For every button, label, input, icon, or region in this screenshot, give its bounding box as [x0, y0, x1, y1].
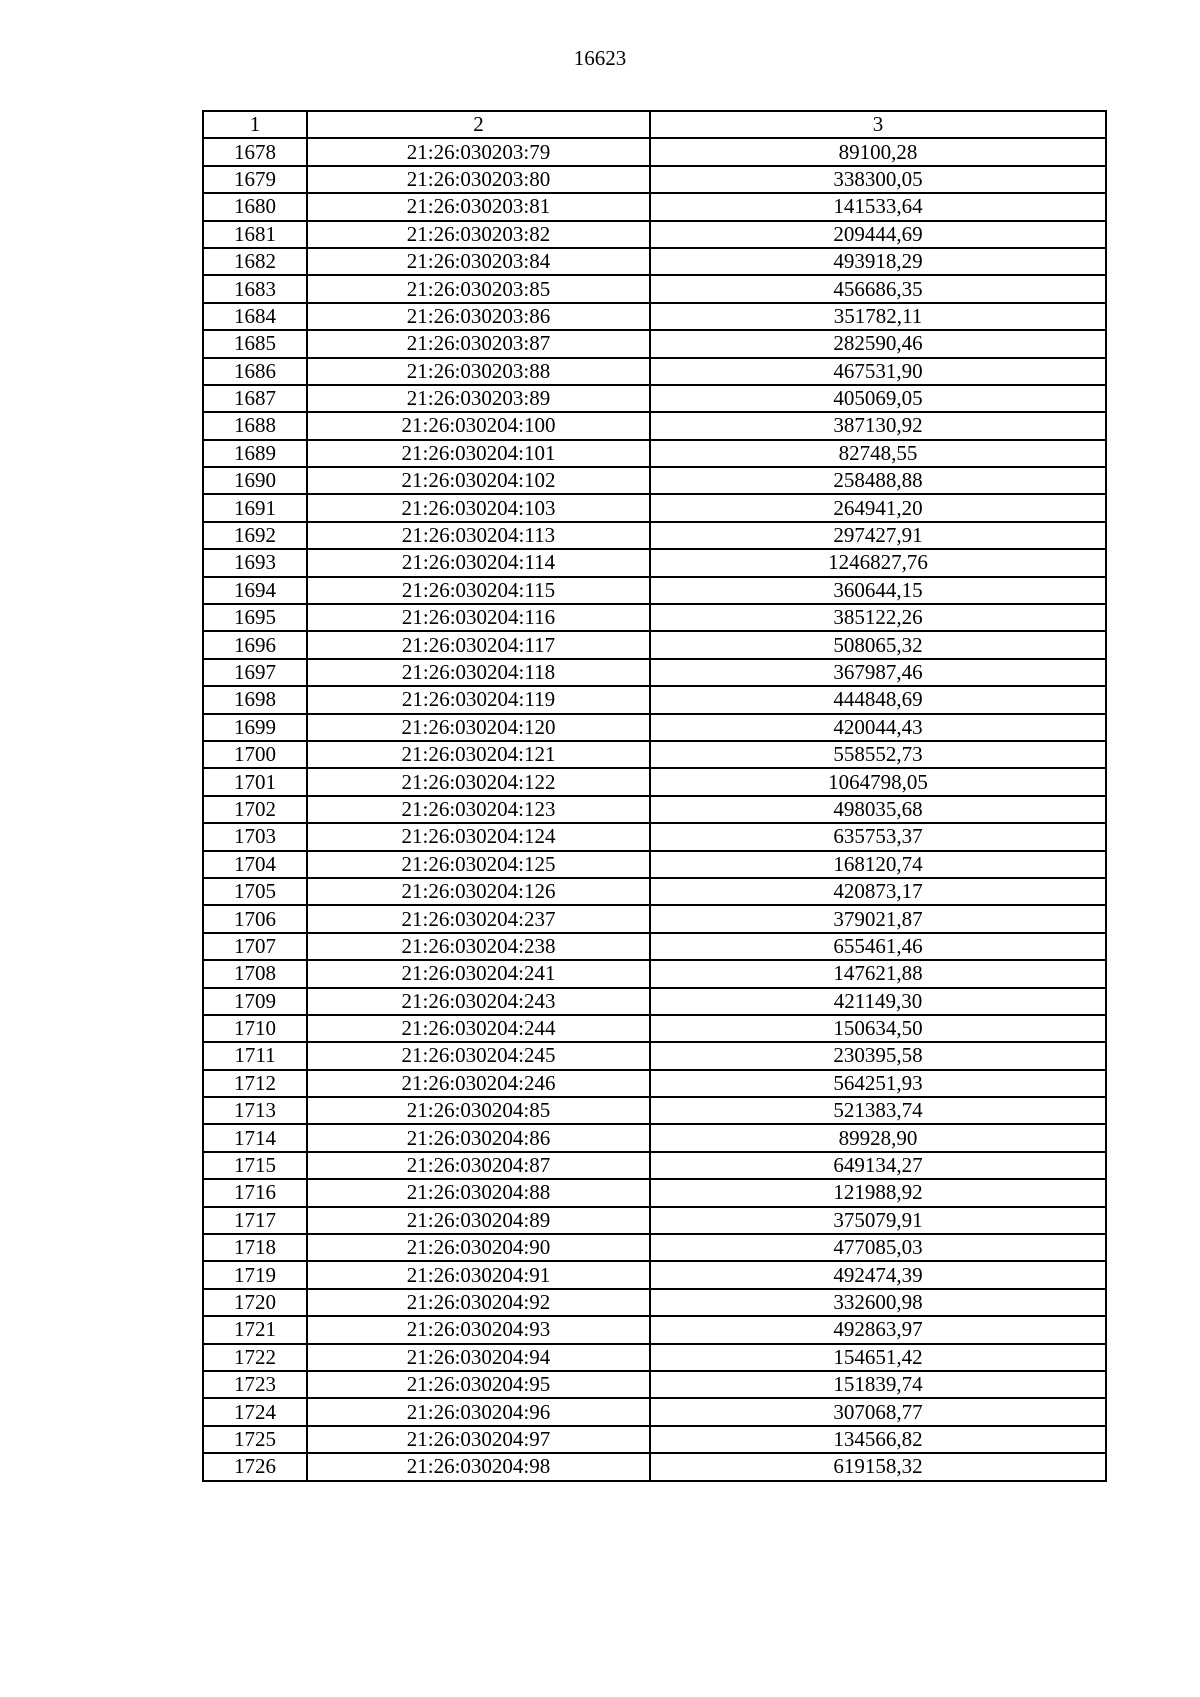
cadastral-number-cell: 21:26:030203:79 — [307, 138, 650, 165]
row-number-cell: 1683 — [203, 275, 307, 302]
cadastral-number-cell: 21:26:030204:114 — [307, 549, 650, 576]
column-header-2: 2 — [307, 111, 650, 138]
table-row — [203, 1289, 1106, 1316]
table-row — [203, 714, 1106, 741]
table-row — [203, 330, 1106, 357]
row-number-cell: 1701 — [203, 768, 307, 795]
cadastral-value-cell: 405069,05 — [650, 385, 1106, 412]
cadastral-value-table — [202, 110, 1107, 1482]
table-row — [203, 604, 1106, 631]
cadastral-number-cell: 21:26:030204:241 — [307, 960, 650, 987]
table-row — [203, 549, 1106, 576]
row-number-cell: 1724 — [203, 1398, 307, 1425]
row-number-cell: 1678 — [203, 138, 307, 165]
cadastral-value-cell: 141533,64 — [650, 193, 1106, 220]
row-number-cell: 1699 — [203, 714, 307, 741]
cadastral-value-cell: 375079,91 — [650, 1207, 1106, 1234]
cadastral-number-cell: 21:26:030204:124 — [307, 823, 650, 850]
cadastral-value-cell: 467531,90 — [650, 358, 1106, 385]
cadastral-value-cell: 82748,55 — [650, 440, 1106, 467]
table-row — [203, 385, 1106, 412]
cadastral-value-cell: 297427,91 — [650, 522, 1106, 549]
cadastral-value-cell: 456686,35 — [650, 275, 1106, 302]
row-number-cell: 1692 — [203, 522, 307, 549]
row-number-cell: 1725 — [203, 1426, 307, 1453]
table-row — [203, 1097, 1106, 1124]
row-number-cell: 1711 — [203, 1042, 307, 1069]
cadastral-number-cell: 21:26:030204:101 — [307, 440, 650, 467]
row-number-cell: 1720 — [203, 1289, 307, 1316]
table-row — [203, 577, 1106, 604]
cadastral-value-cell: 385122,26 — [650, 604, 1106, 631]
row-number-cell: 1707 — [203, 933, 307, 960]
cadastral-number-cell: 21:26:030204:100 — [307, 412, 650, 439]
row-number-cell: 1718 — [203, 1234, 307, 1261]
cadastral-number-cell: 21:26:030204:96 — [307, 1398, 650, 1425]
table-row — [203, 1453, 1106, 1480]
cadastral-value-cell: 379021,87 — [650, 905, 1106, 932]
row-number-cell: 1693 — [203, 549, 307, 576]
table-row — [203, 851, 1106, 878]
cadastral-value-cell: 89100,28 — [650, 138, 1106, 165]
table-row — [203, 1070, 1106, 1097]
row-number-cell: 1684 — [203, 303, 307, 330]
row-number-cell: 1685 — [203, 330, 307, 357]
table-row — [203, 522, 1106, 549]
row-number-cell: 1708 — [203, 960, 307, 987]
table-row — [203, 933, 1106, 960]
table-row — [203, 1234, 1106, 1261]
row-number-cell: 1722 — [203, 1344, 307, 1371]
table-row — [203, 659, 1106, 686]
cadastral-number-cell: 21:26:030203:82 — [307, 221, 650, 248]
cadastral-number-cell: 21:26:030204:87 — [307, 1152, 650, 1179]
cadastral-number-cell: 21:26:030204:86 — [307, 1124, 650, 1151]
cadastral-value-cell: 258488,88 — [650, 467, 1106, 494]
row-number-cell: 1715 — [203, 1152, 307, 1179]
row-number-cell: 1689 — [203, 440, 307, 467]
row-number-cell: 1717 — [203, 1207, 307, 1234]
row-number-cell: 1698 — [203, 686, 307, 713]
cadastral-value-cell: 564251,93 — [650, 1070, 1106, 1097]
cadastral-number-cell: 21:26:030204:237 — [307, 905, 650, 932]
cadastral-value-cell: 1064798,05 — [650, 768, 1106, 795]
row-number-cell: 1714 — [203, 1124, 307, 1151]
cadastral-number-cell: 21:26:030204:92 — [307, 1289, 650, 1316]
cadastral-number-cell: 21:26:030204:94 — [307, 1344, 650, 1371]
cadastral-value-cell: 619158,32 — [650, 1453, 1106, 1480]
cadastral-value-cell: 209444,69 — [650, 221, 1106, 248]
cadastral-value-cell: 493918,29 — [650, 248, 1106, 275]
table-row — [203, 412, 1106, 439]
row-number-cell: 1687 — [203, 385, 307, 412]
cadastral-number-cell: 21:26:030204:123 — [307, 796, 650, 823]
cadastral-number-cell: 21:26:030204:115 — [307, 577, 650, 604]
table-row — [203, 960, 1106, 987]
cadastral-value-cell: 558552,73 — [650, 741, 1106, 768]
table-row — [203, 1261, 1106, 1288]
cadastral-number-cell: 21:26:030204:116 — [307, 604, 650, 631]
table-row — [203, 494, 1106, 521]
cadastral-number-cell: 21:26:030204:118 — [307, 659, 650, 686]
row-number-cell: 1713 — [203, 1097, 307, 1124]
table-row — [203, 440, 1106, 467]
table-row — [203, 1316, 1106, 1343]
cadastral-number-cell: 21:26:030204:102 — [307, 467, 650, 494]
cadastral-number-cell: 21:26:030204:245 — [307, 1042, 650, 1069]
row-number-cell: 1695 — [203, 604, 307, 631]
cadastral-value-cell: 649134,27 — [650, 1152, 1106, 1179]
table-row — [203, 878, 1106, 905]
page-number: 16623 — [573, 46, 627, 70]
table-row — [203, 303, 1106, 330]
cadastral-number-cell: 21:26:030204:246 — [307, 1070, 650, 1097]
table-row — [203, 1371, 1106, 1398]
table-row — [203, 358, 1106, 385]
cadastral-number-cell: 21:26:030204:91 — [307, 1261, 650, 1288]
cadastral-number-cell: 21:26:030204:113 — [307, 522, 650, 549]
row-number-cell: 1697 — [203, 659, 307, 686]
cadastral-value-cell: 367987,46 — [650, 659, 1106, 686]
table-row — [203, 1015, 1106, 1042]
row-number-cell: 1679 — [203, 166, 307, 193]
cadastral-number-cell: 21:26:030204:93 — [307, 1316, 650, 1343]
row-number-cell: 1703 — [203, 823, 307, 850]
table-row — [203, 1042, 1106, 1069]
cadastral-number-cell: 21:26:030203:81 — [307, 193, 650, 220]
row-number-cell: 1700 — [203, 741, 307, 768]
cadastral-value-cell: 420873,17 — [650, 878, 1106, 905]
row-number-cell: 1690 — [203, 467, 307, 494]
table-row — [203, 1124, 1106, 1151]
row-number-cell: 1705 — [203, 878, 307, 905]
table-row — [203, 275, 1106, 302]
cadastral-number-cell: 21:26:030204:121 — [307, 741, 650, 768]
table-row — [203, 988, 1106, 1015]
cadastral-value-cell: 230395,58 — [650, 1042, 1106, 1069]
cadastral-number-cell: 21:26:030203:89 — [307, 385, 650, 412]
table-row — [203, 905, 1106, 932]
table-row — [203, 686, 1106, 713]
cadastral-value-cell: 168120,74 — [650, 851, 1106, 878]
cadastral-value-cell: 360644,15 — [650, 577, 1106, 604]
cadastral-number-cell: 21:26:030203:80 — [307, 166, 650, 193]
table-row — [203, 166, 1106, 193]
table-row — [203, 768, 1106, 795]
table-row — [203, 248, 1106, 275]
cadastral-number-cell: 21:26:030204:97 — [307, 1426, 650, 1453]
cadastral-number-cell: 21:26:030204:120 — [307, 714, 650, 741]
row-number-cell: 1696 — [203, 631, 307, 658]
row-number-cell: 1709 — [203, 988, 307, 1015]
table-row — [203, 221, 1106, 248]
cadastral-number-cell: 21:26:030204:117 — [307, 631, 650, 658]
row-number-cell: 1719 — [203, 1261, 307, 1288]
cadastral-number-cell: 21:26:030204:119 — [307, 686, 650, 713]
row-number-cell: 1726 — [203, 1453, 307, 1480]
cadastral-number-cell: 21:26:030204:125 — [307, 851, 650, 878]
cadastral-number-cell: 21:26:030204:244 — [307, 1015, 650, 1042]
cadastral-number-cell: 21:26:030204:89 — [307, 1207, 650, 1234]
cadastral-value-cell: 134566,82 — [650, 1426, 1106, 1453]
cadastral-value-cell: 420044,43 — [650, 714, 1106, 741]
row-number-cell: 1712 — [203, 1070, 307, 1097]
row-number-cell: 1721 — [203, 1316, 307, 1343]
column-header-3: 3 — [650, 111, 1106, 138]
cadastral-value-cell: 89928,90 — [650, 1124, 1106, 1151]
table-row — [203, 631, 1106, 658]
cadastral-number-cell: 21:26:030204:90 — [307, 1234, 650, 1261]
cadastral-number-cell: 21:26:030203:85 — [307, 275, 650, 302]
cadastral-number-cell: 21:26:030204:126 — [307, 878, 650, 905]
cadastral-value-cell: 151839,74 — [650, 1371, 1106, 1398]
cadastral-value-cell: 521383,74 — [650, 1097, 1106, 1124]
table-row — [203, 1398, 1106, 1425]
cadastral-number-cell: 21:26:030204:88 — [307, 1179, 650, 1206]
cadastral-number-cell: 21:26:030203:88 — [307, 358, 650, 385]
row-number-cell: 1710 — [203, 1015, 307, 1042]
cadastral-number-cell: 21:26:030204:103 — [307, 494, 650, 521]
cadastral-value-cell: 121988,92 — [650, 1179, 1106, 1206]
cadastral-number-cell: 21:26:030204:98 — [307, 1453, 650, 1480]
cadastral-value-cell: 498035,68 — [650, 796, 1106, 823]
cadastral-value-cell: 150634,50 — [650, 1015, 1106, 1042]
row-number-cell: 1702 — [203, 796, 307, 823]
table-row — [203, 1426, 1106, 1453]
table-row — [203, 823, 1106, 850]
cadastral-number-cell: 21:26:030204:238 — [307, 933, 650, 960]
row-number-cell: 1723 — [203, 1371, 307, 1398]
cadastral-value-cell: 264941,20 — [650, 494, 1106, 521]
row-number-cell: 1704 — [203, 851, 307, 878]
row-number-cell: 1706 — [203, 905, 307, 932]
cadastral-number-cell: 21:26:030204:95 — [307, 1371, 650, 1398]
cadastral-value-cell: 351782,11 — [650, 303, 1106, 330]
row-number-cell: 1686 — [203, 358, 307, 385]
cadastral-value-cell: 332600,98 — [650, 1289, 1106, 1316]
cadastral-value-cell: 421149,30 — [650, 988, 1106, 1015]
cadastral-value-cell: 307068,77 — [650, 1398, 1106, 1425]
table-row — [203, 1344, 1106, 1371]
cadastral-value-cell: 282590,46 — [650, 330, 1106, 357]
table-row — [203, 1207, 1106, 1234]
cadastral-value-cell: 635753,37 — [650, 823, 1106, 850]
table-row — [203, 1152, 1106, 1179]
cadastral-value-cell: 1246827,76 — [650, 549, 1106, 576]
table-row — [203, 796, 1106, 823]
cadastral-value-cell: 492474,39 — [650, 1261, 1106, 1288]
cadastral-number-cell: 21:26:030203:86 — [307, 303, 650, 330]
table-header-row — [203, 111, 1106, 138]
row-number-cell: 1688 — [203, 412, 307, 439]
table-row — [203, 138, 1106, 165]
cadastral-value-cell: 338300,05 — [650, 166, 1106, 193]
table-row — [203, 741, 1106, 768]
cadastral-number-cell: 21:26:030203:87 — [307, 330, 650, 357]
cadastral-number-cell: 21:26:030204:122 — [307, 768, 650, 795]
cadastral-value-cell: 508065,32 — [650, 631, 1106, 658]
cadastral-number-cell: 21:26:030204:85 — [307, 1097, 650, 1124]
cadastral-number-cell: 21:26:030204:243 — [307, 988, 650, 1015]
cadastral-value-cell: 655461,46 — [650, 933, 1106, 960]
column-header-1: 1 — [203, 111, 307, 138]
table-body — [203, 138, 1106, 1480]
cadastral-value-cell: 477085,03 — [650, 1234, 1106, 1261]
cadastral-value-cell: 444848,69 — [650, 686, 1106, 713]
row-number-cell: 1716 — [203, 1179, 307, 1206]
row-number-cell: 1681 — [203, 221, 307, 248]
row-number-cell: 1694 — [203, 577, 307, 604]
cadastral-value-cell: 147621,88 — [650, 960, 1106, 987]
table-row — [203, 193, 1106, 220]
table-row — [203, 467, 1106, 494]
row-number-cell: 1682 — [203, 248, 307, 275]
row-number-cell: 1680 — [203, 193, 307, 220]
cadastral-number-cell: 21:26:030203:84 — [307, 248, 650, 275]
cadastral-value-cell: 387130,92 — [650, 412, 1106, 439]
table-row — [203, 1179, 1106, 1206]
row-number-cell: 1691 — [203, 494, 307, 521]
cadastral-value-cell: 492863,97 — [650, 1316, 1106, 1343]
cadastral-value-cell: 154651,42 — [650, 1344, 1106, 1371]
